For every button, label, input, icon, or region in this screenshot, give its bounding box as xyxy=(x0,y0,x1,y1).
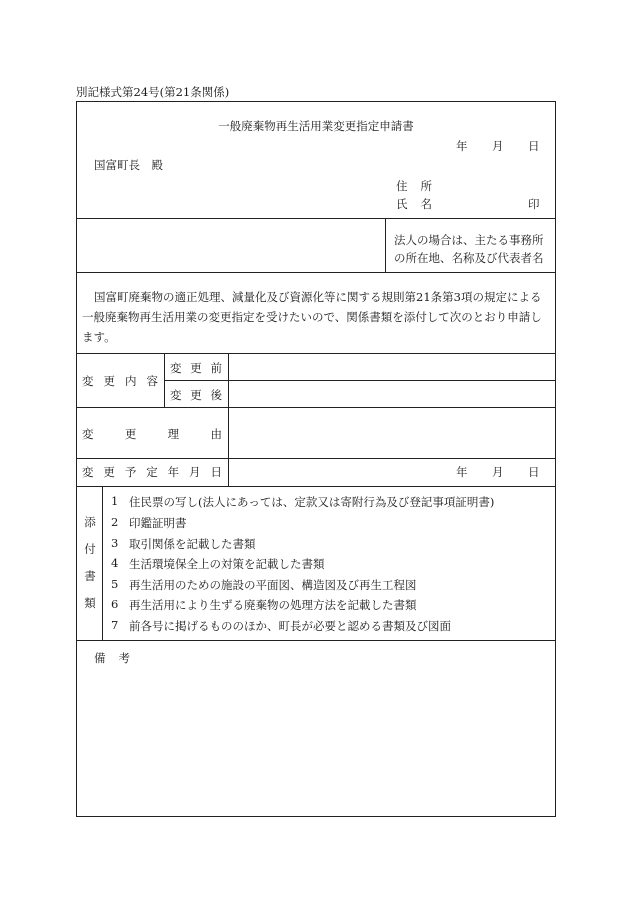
row-divider-scheduled-date xyxy=(76,486,556,487)
header-date-month: 月 xyxy=(492,139,504,153)
corp-note-line-1: 法人の場合は、主たる事務所 xyxy=(394,233,544,247)
attachment-item: 4 生活環境保全上の対策を記載した書類 xyxy=(111,556,325,571)
attachment-item: 6 再生活用により生ずる廃棄物の処理方法を記載した書類 xyxy=(111,597,417,612)
change-content-divider xyxy=(164,353,165,407)
change-before-field[interactable] xyxy=(229,354,555,380)
row-divider-change-reason xyxy=(76,458,556,459)
scheduled-date-label: 変 更 予 定 年 月 日 xyxy=(82,465,222,479)
change-after-label: 変 更 後 xyxy=(170,388,222,402)
header-date-day: 日 xyxy=(528,139,540,153)
attachment-item: 7 前各号に掲げるもののほか、町長が必要と認める書類及び図面 xyxy=(111,618,451,633)
applicant-name-label: 氏 名 xyxy=(396,197,432,211)
seal-mark: 印 xyxy=(528,197,540,211)
header-date-year: 年 xyxy=(456,139,468,153)
change-before-label: 変 更 前 xyxy=(170,361,222,375)
attachment-item: 2 印鑑証明書 xyxy=(111,515,187,530)
frame-right-border xyxy=(555,101,556,817)
addressee: 国富町長 殿 xyxy=(94,158,163,172)
change-reason-label: 変 更 理 由 xyxy=(82,427,222,441)
row-divider-attachments xyxy=(76,640,556,641)
frame-bottom-border xyxy=(76,816,556,817)
scheduled-date-month: 月 xyxy=(492,465,504,479)
corp-note-divider xyxy=(385,218,386,272)
attachment-item: 1 住民票の写し(法人にあっては、定款又は寄附行為及び登記事項証明書) xyxy=(111,494,495,509)
form-label: 別記様式第24号(第21条関係) xyxy=(76,85,230,99)
row-divider-corp xyxy=(76,272,556,273)
change-reason-field[interactable] xyxy=(229,408,555,458)
form-title: 一般廃棄物再生活用業変更指定申請書 xyxy=(218,119,414,133)
change-after-field[interactable] xyxy=(229,381,555,407)
body-text-line-1: 国富町廃棄物の適正処理、減量化及び資源化等に関する規則第21条第3項の規定による xyxy=(94,290,542,304)
remarks-field[interactable] xyxy=(77,670,555,815)
row-divider-header xyxy=(76,218,556,219)
scheduled-date-day: 日 xyxy=(528,465,540,479)
scheduled-date-year: 年 xyxy=(456,465,468,479)
change-content-label: 変 更 内 容 xyxy=(82,374,158,388)
attachment-item: 5 再生活用のための施設の平面図、構造図及び再生工程図 xyxy=(111,577,417,592)
body-text-line-2: 一般廃棄物再生活用業の変更指定を受けたいので、関係書類を添付して次のとおり申請し xyxy=(82,310,542,324)
body-text-line-3: ます。 xyxy=(82,330,116,344)
frame-top-border xyxy=(76,101,556,102)
applicant-address-label: 住 所 xyxy=(396,179,432,193)
remarks-label: 備 考 xyxy=(94,651,130,665)
corp-note-line-2: の所在地、名称及び代表者名 xyxy=(394,251,544,265)
attachments-divider xyxy=(102,486,103,640)
attachments-label: 添 付 書 類 xyxy=(84,515,96,610)
attachment-item: 3 取引関係を記載した書類 xyxy=(111,536,256,551)
